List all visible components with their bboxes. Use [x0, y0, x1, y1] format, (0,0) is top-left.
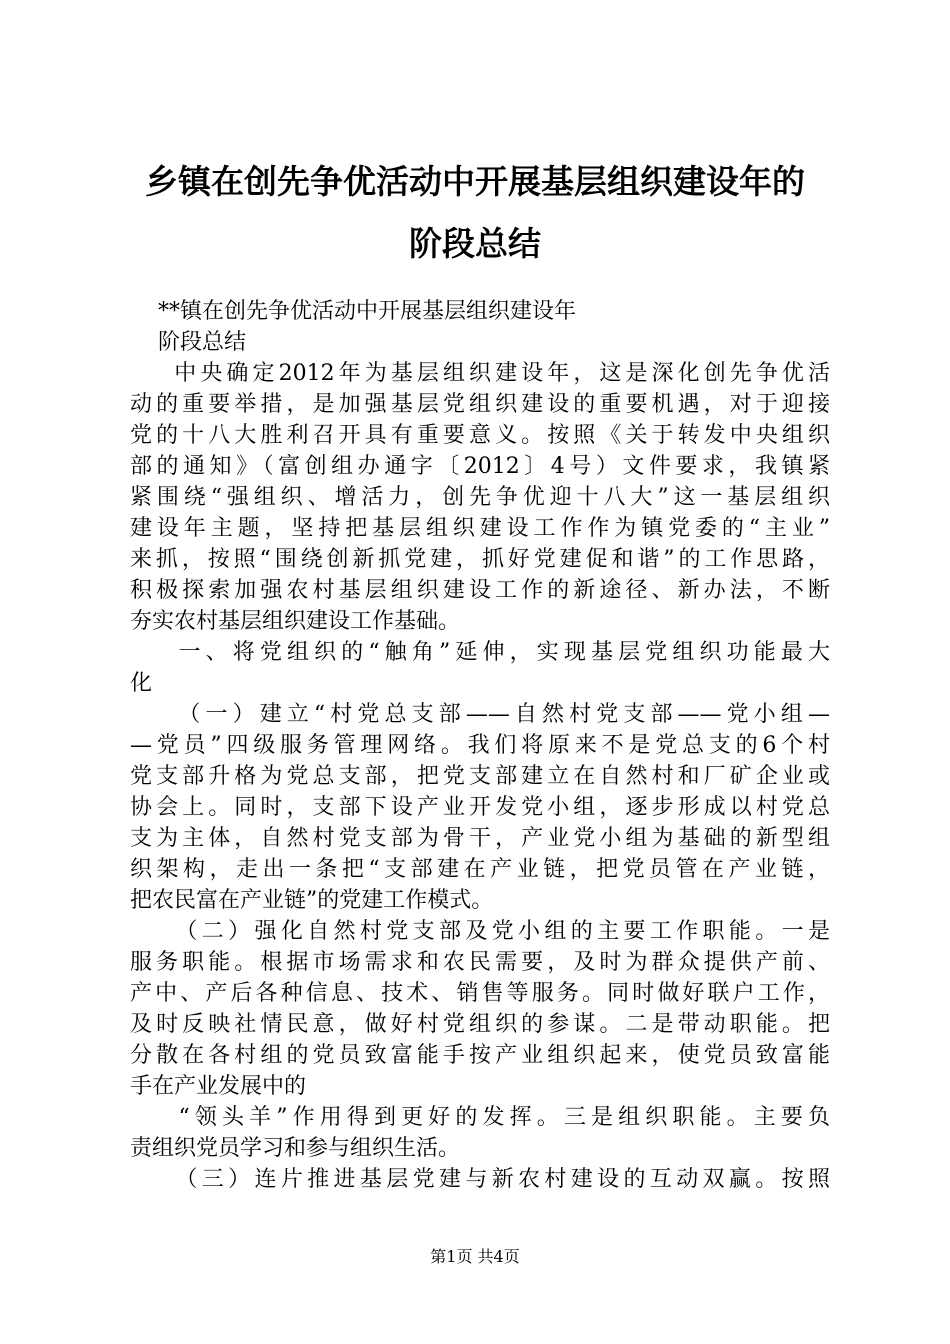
- body-text-line: “领头羊”作用得到更好的发挥。三是组织职能。主要负: [130, 1105, 830, 1130]
- body-text-line: **镇在创先争优活动中开展基层组织建设年: [130, 299, 576, 324]
- body-text-line: 协会上。同时，支部下设产业开发党小组，逐步形成以村党总: [130, 795, 830, 820]
- body-text-line: 动的重要举措，是加强基层党组织建设的重要机遇，对于迎接: [130, 392, 830, 417]
- document-body: [130, 296, 830, 1195]
- body-text-line: 建设年主题，坚持把基层组织建设工作作为镇党委的“主业”: [130, 516, 830, 541]
- body-text-line: 手在产业发展中的: [130, 1074, 307, 1099]
- body-text-line: 责组织党员学习和参与组织生活。: [130, 1136, 461, 1161]
- body-text-line: 一、将党组织的“触角”延伸，实现基层党组织功能最大: [130, 640, 830, 665]
- body-text-line: 夯实农村基层组织建设工作基础。: [130, 609, 461, 634]
- body-text-line: 服务职能。根据市场需求和农民需要，及时为群众提供产前、: [130, 950, 830, 975]
- body-text-line: 织架构，走出一条把“支部建在产业链，把党员管在产业链，: [130, 857, 830, 882]
- body-text-line: 及时反映社情民意，做好村党组织的参谋。二是带动职能。把: [130, 1012, 830, 1037]
- body-text-line: 阶段总结: [130, 330, 246, 355]
- body-text-line: 党支部升格为党总支部，把党支部建立在自然村和厂矿企业或: [130, 764, 830, 789]
- document-title-line-1: 乡镇在创先争优活动中开展基层组织建设年的: [145, 162, 805, 201]
- body-text-line: （一）建立“村党总支部——自然村党支部——党小组—: [130, 702, 830, 727]
- body-text-line: 把农民富在产业链”的党建工作模式。: [130, 888, 494, 913]
- body-text-line: （三）连片推进基层党建与新农村建设的互动双赢。按照: [130, 1167, 830, 1192]
- body-text-line: 产中、产后各种信息、技术、销售等服务。同时做好联户工作，: [130, 981, 830, 1006]
- document-title-line-2: 阶段总结: [409, 224, 541, 263]
- body-text-line: 分散在各村组的党员致富能手按产业组织起来，使党员致富能: [130, 1043, 830, 1068]
- body-text-line: 来抓，按照“围绕创新抓党建，抓好党建促和谐”的工作思路，: [130, 547, 830, 572]
- body-text-line: （二）强化自然村党支部及党小组的主要工作职能。一是: [130, 919, 830, 944]
- body-text-line: 积极探索加强农村基层组织建设工作的新途径、新办法，不断: [130, 578, 830, 603]
- body-text-line: 中央确定2012年为基层组织建设年，这是深化创先争优活: [130, 361, 830, 386]
- body-text-line: 支为主体，自然村党支部为骨干，产业党小组为基础的新型组: [130, 826, 830, 851]
- body-text-line: —党员”四级服务管理网络。我们将原来不是党总支的6个村: [130, 733, 830, 758]
- body-text-line: 党的十八大胜利召开具有重要意义。按照《关于转发中央组织: [130, 423, 830, 448]
- body-text-line: 部的通知》（富创组办通字〔2012〕4号）文件要求，我镇紧: [130, 454, 830, 479]
- body-text-line: 紧围绕“强组织、增活力，创先争优迎十八大”这一基层组织: [130, 485, 830, 510]
- body-text-line: 化: [130, 671, 153, 696]
- page-footer: 第1页 共4页: [430, 1247, 520, 1266]
